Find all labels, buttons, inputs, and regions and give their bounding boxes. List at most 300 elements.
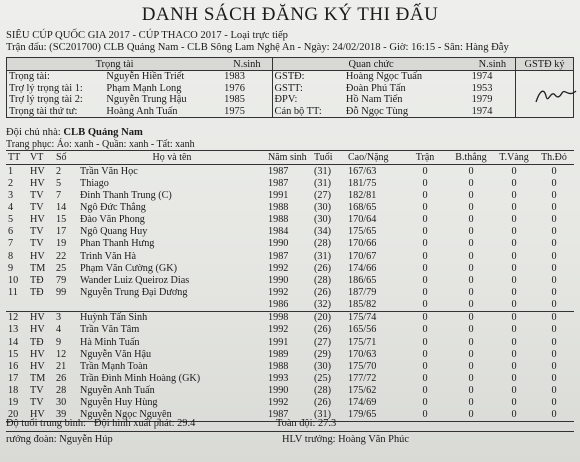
- player-row: [6, 226, 574, 238]
- staff-line: [6, 434, 574, 447]
- player-row: [6, 311, 574, 324]
- player-age: (31): [314, 165, 331, 177]
- player-red-cards: 0: [551, 250, 557, 262]
- player-goals: 0: [468, 189, 474, 201]
- player-number: 39: [56, 409, 67, 421]
- player-red-cards: 0: [551, 286, 557, 298]
- player-age: (27): [314, 336, 331, 348]
- player-goals: 0: [468, 397, 474, 409]
- player-height-weight: 168/65: [348, 201, 377, 213]
- starting-avg: Đội hình xuất phát: 29.4: [94, 418, 196, 429]
- player-matches: 0: [422, 177, 428, 189]
- player-position: HV: [30, 165, 45, 177]
- player-goals: 0: [468, 299, 474, 311]
- player-red-cards: 0: [551, 336, 557, 348]
- player-red-cards: 0: [551, 397, 557, 409]
- player-position: TV: [30, 201, 44, 213]
- player-yellow-cards: 0: [511, 409, 517, 421]
- official-role: Trợ lý trọng tài 2:: [9, 94, 83, 106]
- player-matches: 0: [422, 214, 428, 226]
- player-matches: 0: [422, 397, 428, 409]
- staff-role: Cán bộ TT:: [272, 106, 344, 118]
- player-goals: 0: [468, 238, 474, 250]
- player-number: 12: [56, 348, 67, 360]
- name-header: Họ và tên: [78, 151, 266, 165]
- player-matches: 0: [422, 189, 428, 201]
- player-name: Nguyễn Huy Hùng: [80, 397, 158, 409]
- player-position: TĐ: [30, 336, 44, 348]
- player-red-cards: 0: [551, 214, 557, 226]
- player-red-cards: 0: [551, 360, 557, 372]
- player-height-weight: 175/74: [346, 311, 402, 324]
- team-avg: Toàn đội: 27.3: [276, 418, 337, 429]
- player-number: 14: [56, 201, 67, 213]
- official-row: [7, 83, 574, 95]
- player-birth-year: 1991: [268, 189, 289, 201]
- player-matches: 0: [422, 372, 428, 384]
- player-birth-year: 1993: [268, 372, 289, 384]
- player-matches: 0: [422, 238, 428, 250]
- player-number: 28: [56, 385, 67, 397]
- player-red-cards: 0: [551, 324, 557, 336]
- player-row: [6, 336, 574, 348]
- player-tt: 18: [8, 385, 19, 397]
- player-row: [6, 165, 574, 178]
- player-row: [6, 274, 574, 286]
- player-name: Nguyễn Anh Tuấn: [80, 385, 155, 397]
- player-yellow-cards: 0: [511, 177, 517, 189]
- player-height-weight: 182/81: [348, 189, 377, 201]
- official-name: Hoàng Anh Tuấn: [106, 105, 178, 117]
- staff-name: Hoàng Ngọc Tuấn: [345, 71, 423, 83]
- year-header: Năm sinh: [266, 151, 312, 165]
- player-goals: 0: [448, 311, 494, 324]
- player-goals: 0: [468, 372, 474, 384]
- player-position: TV: [30, 238, 44, 250]
- player-yellow-cards: 0: [511, 250, 517, 262]
- player-red-cards: 0: [551, 177, 557, 189]
- player-matches: 0: [422, 299, 428, 311]
- player-matches: 0: [422, 286, 428, 298]
- player-row: [6, 177, 574, 189]
- player-yellow-cards: 0: [511, 348, 517, 360]
- player-name: Đinh Thanh Trung (C): [80, 189, 172, 201]
- player-yellow-cards: 0: [511, 372, 517, 384]
- player-goals: 0: [468, 409, 474, 421]
- player-name: Trần Đình Minh Hoàng (GK): [80, 372, 201, 384]
- player-birth-year: 1998: [266, 311, 312, 324]
- player-position: HV: [30, 214, 45, 226]
- player-age: (25): [314, 372, 331, 384]
- player-age: (31): [314, 177, 331, 189]
- player-height-weight: 167/63: [348, 165, 377, 177]
- player-height-weight: 177/72: [348, 372, 377, 384]
- player-age: (34): [314, 226, 331, 238]
- player-name: Nguyễn Trung Đại Dương: [80, 286, 188, 298]
- player-height-weight: 174/69: [348, 397, 377, 409]
- player-birth-year: 1986: [268, 299, 289, 311]
- player-name: Ngô Quang Huy: [80, 226, 148, 238]
- player-yellow-cards: 0: [511, 299, 517, 311]
- player-yellow-cards: 0: [511, 360, 517, 372]
- player-birth-year: 1987: [268, 250, 289, 262]
- official-header: Quan chức: [272, 58, 470, 71]
- official-role: Trọng tài thứ tư:: [9, 105, 78, 117]
- matches-header: Trận: [402, 151, 448, 165]
- player-age: (31): [314, 409, 331, 421]
- player-age: (26): [314, 397, 331, 409]
- player-name: Trần Mạnh Toàn: [80, 360, 148, 372]
- player-number: 30: [56, 397, 67, 409]
- player-height-weight: 179/65: [348, 409, 377, 421]
- player-row: [6, 397, 574, 409]
- player-age: (29): [314, 348, 331, 360]
- player-goals: 0: [468, 348, 474, 360]
- player-matches: 0: [422, 336, 428, 348]
- player-tt: 13: [8, 324, 19, 336]
- player-matches: 0: [422, 226, 428, 238]
- player-number: 25: [56, 262, 67, 274]
- player-yellow-cards: 0: [511, 336, 517, 348]
- player-position: TM: [30, 262, 46, 274]
- player-tt: 14: [8, 336, 19, 348]
- player-height-weight: 185/82: [348, 299, 377, 311]
- player-position: TĐ: [30, 286, 44, 298]
- player-position: TV: [30, 385, 44, 397]
- player-number: 5: [56, 177, 62, 189]
- player-birth-year: 1990: [268, 385, 289, 397]
- avg-age-line: [6, 418, 574, 432]
- player-position: HV: [30, 348, 45, 360]
- player-number: 17: [56, 226, 67, 238]
- player-yellow-cards: 0: [511, 262, 517, 274]
- player-age: (30): [314, 214, 331, 226]
- player-height-weight: 181/75: [348, 177, 377, 189]
- player-birth-year: 1992: [268, 397, 289, 409]
- player-number: 2: [56, 165, 62, 177]
- official-year: 1975: [224, 105, 245, 117]
- kit-line: Trang phục: Áo: xanh - Quần: xanh - Tất: xanh: [6, 139, 195, 150]
- player-height-weight: 186/65: [348, 274, 377, 286]
- player-matches: 0: [422, 201, 428, 213]
- player-age: (26): [314, 262, 331, 274]
- competition-line: SIÊU CÚP QUỐC GIA 2017 - CÚP THACO 2017 - Loại trực tiếp: [6, 30, 288, 41]
- player-tt: 16: [8, 360, 19, 372]
- player-goals: 0: [468, 336, 474, 348]
- player-matches: 0: [422, 250, 428, 262]
- official-row: [7, 94, 574, 106]
- official-row: [7, 106, 574, 118]
- player-red-cards: 0: [551, 409, 557, 421]
- player-height-weight: 175/70: [348, 360, 377, 372]
- player-height-weight: 187/79: [348, 286, 377, 298]
- player-age: (20): [312, 311, 346, 324]
- player-yellow-cards: 0: [494, 311, 534, 324]
- player-number: 4: [56, 324, 62, 336]
- player-number: 99: [56, 286, 67, 298]
- staff-name: Hồ Nam Tiến: [345, 94, 403, 106]
- player-goals: 0: [468, 201, 474, 213]
- player-tt: 10: [8, 274, 19, 286]
- player-height-weight: 165/56: [348, 324, 377, 336]
- player-goals: 0: [468, 324, 474, 336]
- wins-header: B.thắng: [448, 151, 494, 165]
- player-age: (28): [314, 274, 331, 286]
- player-age: (28): [314, 238, 331, 250]
- player-age: (31): [314, 250, 331, 262]
- player-red-cards: 0: [534, 311, 574, 324]
- player-number: 7: [56, 189, 62, 201]
- gstd-sign-header: GSTĐ ký: [516, 58, 574, 71]
- player-row: [6, 214, 574, 226]
- staff-name: Đoàn Phú Tấn: [345, 82, 406, 94]
- player-position: HV: [30, 360, 45, 372]
- player-red-cards: 0: [551, 348, 557, 360]
- number-header: Số: [54, 151, 78, 165]
- player-row: [6, 189, 574, 201]
- player-row: [6, 238, 574, 250]
- head-coach: HLV trưởng: Hoàng Văn Phúc: [282, 434, 409, 445]
- player-name: [78, 299, 266, 312]
- player-number: 15: [56, 214, 67, 226]
- player-position: TV: [30, 226, 44, 238]
- player-age: (28): [314, 385, 331, 397]
- player-matches: 0: [422, 274, 428, 286]
- player-red-cards: 0: [551, 165, 557, 177]
- birth2-header: N.sinh: [470, 58, 516, 71]
- player-height-weight: 174/66: [348, 262, 377, 274]
- player-age: (26): [314, 286, 331, 298]
- player-birth-year: 1988: [268, 201, 289, 213]
- player-matches: 0: [422, 409, 428, 421]
- player-tt: 9: [8, 262, 14, 274]
- player-birth-year: 1990: [268, 238, 289, 250]
- player-tt: 5: [8, 214, 14, 226]
- player-position: [28, 299, 54, 312]
- player-birth-year: 1988: [268, 214, 289, 226]
- player-name: Wander Luiz Queiroz Dias: [80, 274, 190, 286]
- home-team-label: Đội chủ nhà:: [6, 127, 61, 138]
- home-team-name: CLB Quảng Nam: [63, 127, 143, 138]
- player-age: (30): [314, 201, 331, 213]
- player-tt: 8: [8, 250, 14, 262]
- staff-year: 1953: [471, 82, 493, 94]
- official-year: 1976: [224, 82, 245, 94]
- player-yellow-cards: 0: [511, 189, 517, 201]
- player-yellow-cards: 0: [511, 286, 517, 298]
- referee-header: Trọng tài: [7, 58, 223, 71]
- player-name: Hà Minh Tuấn: [80, 336, 140, 348]
- official-year: 1983: [224, 71, 245, 83]
- player-tt: 11: [8, 286, 18, 298]
- player-row: [6, 385, 574, 397]
- player-name: Đào Văn Phong: [80, 214, 145, 226]
- official-name: Nguyễn Hiền Triết: [106, 71, 185, 83]
- player-matches: 0: [422, 262, 428, 274]
- player-goals: 0: [468, 214, 474, 226]
- official-year: 1985: [224, 94, 245, 106]
- player-position: TĐ: [30, 274, 44, 286]
- player-tt: 17: [8, 372, 19, 384]
- player-number: 21: [56, 360, 67, 372]
- player-tt: 4: [8, 201, 14, 213]
- player-yellow-cards: 0: [511, 226, 517, 238]
- player-name: Nguyễn Văn Hậu: [80, 348, 152, 360]
- official-row: [7, 71, 574, 83]
- player-yellow-cards: 0: [511, 274, 517, 286]
- player-goals: 0: [468, 262, 474, 274]
- player-red-cards: 0: [551, 385, 557, 397]
- player-number: 9: [56, 336, 62, 348]
- player-red-cards: 0: [551, 189, 557, 201]
- player-goals: 0: [468, 250, 474, 262]
- player-tt: 1: [8, 165, 14, 177]
- player-name: Trình Văn Hà: [80, 250, 137, 262]
- hw-header: Cao/Nặng: [346, 151, 402, 165]
- player-position: HV: [30, 250, 45, 262]
- yellow-header: T.Vàng: [494, 151, 534, 165]
- player-name: Trần Văn Học: [80, 165, 138, 177]
- signature-cell: [516, 71, 574, 83]
- player-tt: 19: [8, 397, 19, 409]
- player-yellow-cards: 0: [511, 165, 517, 177]
- player-yellow-cards: 0: [511, 397, 517, 409]
- player-birth-year: 1992: [268, 262, 289, 274]
- player-yellow-cards: 0: [511, 324, 517, 336]
- player-height-weight: 175/62: [348, 385, 377, 397]
- player-yellow-cards: 0: [511, 214, 517, 226]
- player-position: HV: [28, 311, 54, 324]
- player-height-weight: 175/65: [348, 226, 377, 238]
- player-name: Phan Thanh Hưng: [80, 238, 155, 250]
- player-birth-year: 1990: [268, 274, 289, 286]
- player-goals: 0: [468, 385, 474, 397]
- player-row: [6, 250, 574, 262]
- player-birth-year: 1991: [268, 336, 289, 348]
- player-matches: 0: [402, 311, 448, 324]
- team-manager: rưởng đoàn: Nguyễn Húp: [6, 434, 113, 445]
- player-goals: 0: [468, 286, 474, 298]
- player-tt: 6: [8, 226, 14, 238]
- player-matches: 0: [422, 385, 428, 397]
- player-position: HV: [30, 409, 45, 421]
- staff-name: Đỗ Ngọc Tùng: [345, 105, 409, 117]
- staff-role: GSTĐ:: [272, 71, 344, 83]
- player-position: HV: [30, 324, 45, 336]
- player-row: [6, 324, 574, 336]
- player-matches: 0: [422, 165, 428, 177]
- player-position: HV: [30, 177, 45, 189]
- player-tt: 12: [6, 311, 28, 324]
- player-goals: 0: [468, 165, 474, 177]
- player-birth-year: 1989: [268, 348, 289, 360]
- player-height-weight: 170/63: [348, 348, 377, 360]
- player-height-weight: 170/66: [348, 238, 377, 250]
- player-number: [54, 299, 78, 312]
- player-position: TV: [30, 189, 44, 201]
- player-age: (26): [314, 324, 331, 336]
- player-number: 79: [56, 274, 67, 286]
- player-name: Phạm Văn Cường (GK): [80, 262, 178, 274]
- player-red-cards: 0: [551, 201, 557, 213]
- players-table: [6, 150, 574, 422]
- player-name: Nguyễn Ngọc Nguyên: [80, 409, 172, 421]
- player-matches: 0: [422, 360, 428, 372]
- official-name: Phạm Mạnh Long: [106, 82, 182, 94]
- player-birth-year: 1984: [268, 226, 289, 238]
- player-birth-year: 1987: [268, 409, 289, 421]
- player-name: Ngô Đức Thắng: [80, 201, 146, 213]
- player-yellow-cards: 0: [511, 201, 517, 213]
- staff-year: 1974: [471, 105, 493, 117]
- player-number: 3: [54, 311, 78, 324]
- player-red-cards: 0: [551, 226, 557, 238]
- player-birth-year: 1992: [268, 286, 289, 298]
- player-red-cards: 0: [551, 299, 557, 311]
- player-row: [6, 286, 574, 298]
- age-header: Tuổi: [312, 151, 346, 165]
- official-role: Trọng tài:: [9, 71, 50, 83]
- vt-header: VT: [28, 151, 54, 165]
- player-name: Trần Văn Tâm: [80, 324, 140, 336]
- player-row: [6, 201, 574, 213]
- staff-year: 1974: [471, 71, 493, 83]
- officials-table: [6, 57, 574, 118]
- player-goals: 0: [468, 274, 474, 286]
- gstd-signature: [532, 84, 578, 108]
- player-number: 26: [56, 372, 67, 384]
- player-row: [6, 299, 574, 312]
- player-name: Huỳnh Tấn Sinh: [78, 311, 266, 324]
- player-tt: 2: [8, 177, 14, 189]
- staff-role: GSTT:: [272, 83, 344, 95]
- player-red-cards: 0: [551, 274, 557, 286]
- staff-role: ĐPV:: [272, 94, 344, 106]
- player-row: [6, 360, 574, 372]
- player-age: (32): [314, 299, 331, 311]
- player-height-weight: 170/67: [348, 250, 377, 262]
- player-height-weight: 170/64: [348, 214, 377, 226]
- match-line: Trận đấu: (SC201700) CLB Quảng Nam - CLB Sông Lam Nghệ An - Ngày: 24/02/2018 - Giờ: 16:15 - Sân: Hàng Đẫy: [6, 42, 509, 53]
- player-red-cards: 0: [551, 372, 557, 384]
- official-role: Trợ lý trọng tài 1:: [9, 82, 83, 94]
- player-birth-year: 1987: [268, 165, 289, 177]
- player-yellow-cards: 0: [511, 238, 517, 250]
- player-tt: 7: [8, 238, 14, 250]
- avg-age-label: Độ tuổi trung bình:: [6, 418, 86, 429]
- home-team-line: [6, 127, 143, 138]
- player-row: [6, 348, 574, 360]
- player-tt: 3: [8, 189, 14, 201]
- player-number: 19: [56, 238, 67, 250]
- player-age: (27): [314, 189, 331, 201]
- player-yellow-cards: 0: [511, 385, 517, 397]
- player-position: TV: [30, 397, 44, 409]
- tt-header: TT: [6, 151, 28, 165]
- player-goals: 0: [468, 226, 474, 238]
- player-age: (30): [314, 360, 331, 372]
- player-row: [6, 262, 574, 274]
- player-name: Thiago: [80, 177, 109, 189]
- player-tt: 20: [8, 409, 19, 421]
- staff-year: 1979: [471, 94, 493, 106]
- player-number: 22: [56, 250, 67, 262]
- player-birth-year: 1988: [268, 360, 289, 372]
- document-title: DANH SÁCH ĐĂNG KÝ THI ĐẤU: [141, 4, 439, 25]
- player-matches: 0: [422, 348, 428, 360]
- player-height-weight: 175/71: [348, 336, 377, 348]
- red-header: Th.Đỏ: [534, 151, 574, 165]
